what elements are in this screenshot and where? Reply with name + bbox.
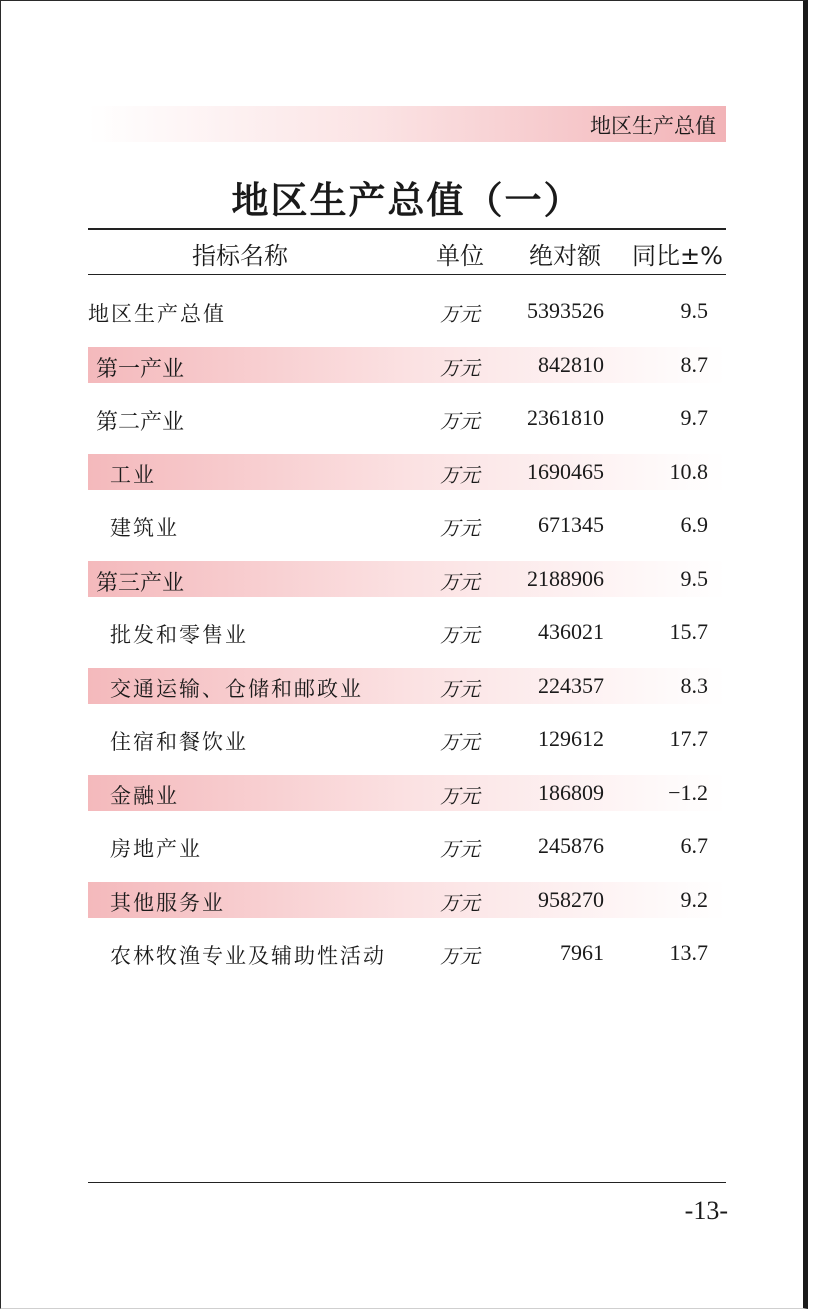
row-value: 671345 [538,512,604,537]
footer-rule [88,1182,726,1183]
column-header-unit: 单位 [436,242,484,270]
row-unit: 万元 [440,623,480,647]
row-value: 186809 [538,779,604,805]
column-header-value: 绝对额 [529,242,601,270]
row-growth: 13.7 [669,940,708,965]
row-unit: 万元 [440,355,480,380]
page-number: -13- [684,1196,728,1225]
row-unit: 万元 [440,944,480,968]
row-value: 2188906 [527,565,604,591]
row-value: 224357 [538,672,604,698]
row-indicator-name: 第一产业 [96,356,185,382]
row-unit: 万元 [440,462,480,487]
table-row [88,935,726,971]
table-row [88,668,726,704]
row-unit: 万元 [440,409,480,433]
row-indicator-name: 交通运输、仓储和邮政业 [110,676,363,701]
row-value: 958270 [538,886,604,912]
row-growth: 17.7 [669,726,708,751]
row-growth: 9.5 [680,565,708,591]
row-value: 2361810 [527,405,604,430]
table-row [88,400,726,436]
row-indicator-name: 工业 [110,462,156,487]
row-unit: 万元 [440,676,480,701]
row-indicator-name: 第二产业 [96,410,185,435]
row-value: 5393526 [527,298,604,323]
row-indicator-name: 建筑业 [110,516,179,540]
table-row [88,454,726,490]
table-row [88,507,726,543]
section-header-label: 地区生产总值 [590,114,716,138]
row-growth: 6.7 [680,833,708,858]
table-top-rule [88,228,726,230]
row-growth: 8.3 [680,672,708,698]
row-indicator-name: 其他服务业 [110,890,225,915]
row-indicator-name: 农林牧渔专业及辅助性活动 [110,944,386,968]
row-growth: 9.5 [680,298,708,323]
row-value: 842810 [538,351,604,377]
table-row [88,561,726,597]
row-indicator-name: 批发和零售业 [110,623,248,647]
column-header-name: 指标名称 [192,242,288,270]
row-indicator-name: 房地产业 [110,837,202,861]
table-row [88,721,726,757]
row-unit: 万元 [440,783,480,808]
row-indicator-name: 住宿和餐饮业 [110,730,248,754]
row-growth: 9.2 [680,886,708,912]
column-header-growth: 同比±% [632,242,723,270]
row-value: 436021 [538,619,604,644]
row-indicator-name: 金融业 [110,783,179,808]
row-growth: −1.2 [668,779,708,805]
row-value: 245876 [538,833,604,858]
row-unit: 万元 [440,837,480,861]
row-unit: 万元 [440,569,480,594]
row-value: 7961 [560,940,604,965]
section-header-band [88,106,726,142]
table-row [88,828,726,864]
row-unit: 万元 [440,890,480,915]
row-unit: 万元 [440,730,480,754]
row-indicator-name: 第三产业 [96,570,185,596]
row-unit: 万元 [440,516,480,540]
table-header-rule [88,274,726,275]
row-growth: 9.7 [680,405,708,430]
row-value: 129612 [538,726,604,751]
table-row [88,775,726,811]
row-value: 1690465 [527,458,604,484]
table-title: 地区生产总值（一） [231,178,583,222]
row-unit: 万元 [440,302,480,326]
table-row [88,882,726,918]
row-indicator-name: 地区生产总值 [88,302,226,326]
row-growth: 15.7 [669,619,708,644]
row-growth: 6.9 [680,512,708,537]
table-row [88,293,726,329]
row-growth: 10.8 [669,458,708,484]
table-row [88,614,726,650]
table-row [88,347,726,383]
row-growth: 8.7 [680,351,708,377]
